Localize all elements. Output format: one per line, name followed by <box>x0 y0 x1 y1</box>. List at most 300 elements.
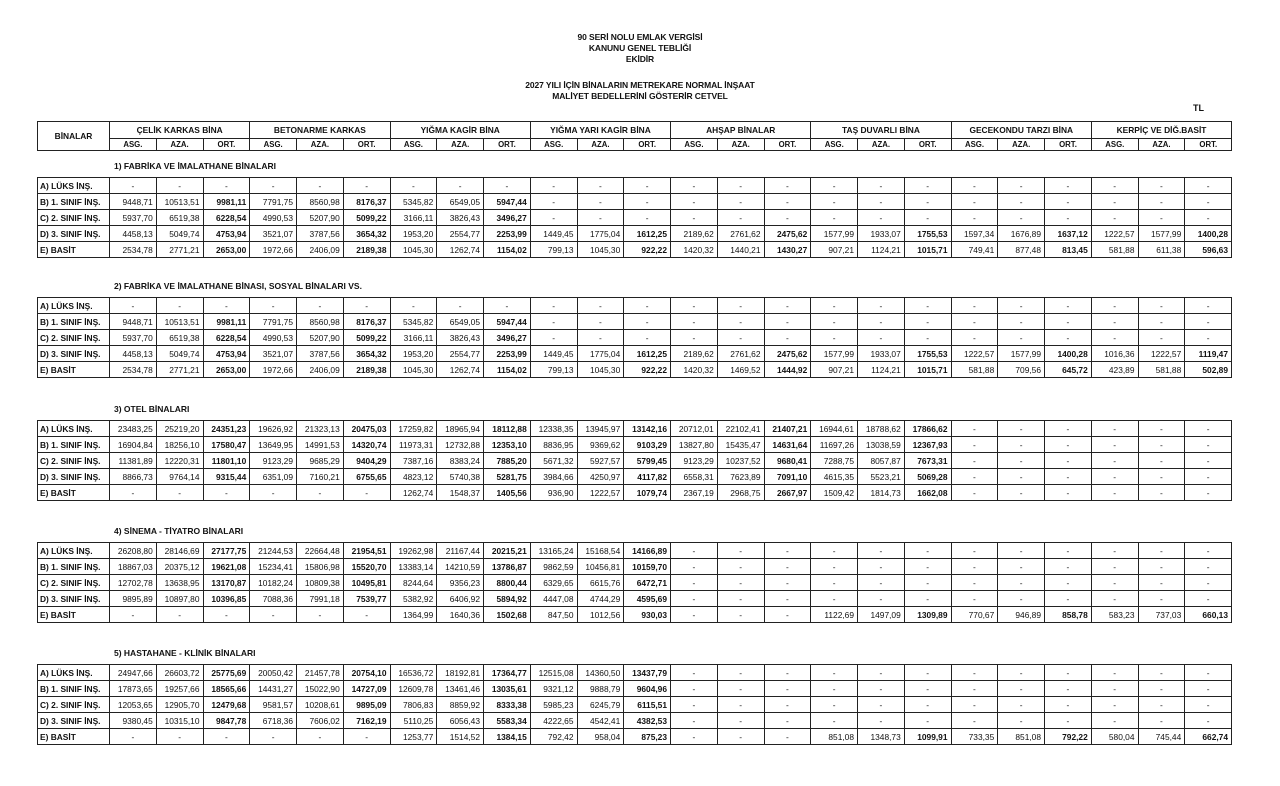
cost-cell: 9448,71 <box>110 314 157 330</box>
cost-cell: - <box>1091 194 1138 210</box>
section-table <box>37 177 1232 258</box>
cost-cell: 9604,96 <box>624 681 671 697</box>
cost-cell: 7539,77 <box>343 591 390 607</box>
cost-cell: 9862,59 <box>530 559 577 575</box>
cost-cell: - <box>1045 298 1092 314</box>
cost-cell: 4990,53 <box>250 210 297 226</box>
cost-cell: 1045,30 <box>390 362 437 378</box>
cost-cell: - <box>1045 665 1092 681</box>
cost-cell: 946,89 <box>998 607 1045 623</box>
sub-column-header: ASG. <box>671 138 718 150</box>
cost-cell: - <box>904 210 951 226</box>
cost-cell: 1124,21 <box>858 362 905 378</box>
cost-cell: 21167,44 <box>437 543 484 559</box>
cost-cell: 12220,31 <box>156 453 203 469</box>
cost-cell: - <box>390 178 437 194</box>
cost-cell: - <box>1045 178 1092 194</box>
cost-cell: 16944,61 <box>811 421 858 437</box>
cost-cell: - <box>811 194 858 210</box>
cost-cell: - <box>110 485 157 501</box>
row-label: C) 2. SINIF İNŞ. <box>38 453 110 469</box>
sub-column-header: ASG. <box>951 138 998 150</box>
cost-cell: - <box>998 681 1045 697</box>
row-label: E) BASİT <box>38 607 110 623</box>
cost-cell: 799,13 <box>530 362 577 378</box>
cost-cell: 9981,11 <box>203 194 250 210</box>
cost-cell: 10513,51 <box>156 194 203 210</box>
cost-cell: 13383,14 <box>390 559 437 575</box>
cost-cell: 1502,68 <box>484 607 531 623</box>
cost-cell: 1430,27 <box>764 242 811 258</box>
table-row <box>38 453 1232 469</box>
cost-cell: 16536,72 <box>390 665 437 681</box>
section-table <box>37 542 1232 623</box>
cost-cell: - <box>858 591 905 607</box>
cost-cell: - <box>203 178 250 194</box>
cost-cell: 6519,38 <box>156 210 203 226</box>
cost-cell: - <box>1045 210 1092 226</box>
cost-cell: - <box>998 298 1045 314</box>
table-row <box>38 437 1232 453</box>
table-row <box>38 543 1232 559</box>
cost-cell: - <box>1091 178 1138 194</box>
cost-cell: - <box>998 665 1045 681</box>
row-label: E) BASİT <box>38 362 110 378</box>
cost-cell: - <box>717 543 764 559</box>
row-label: D) 3. SINIF İNŞ. <box>38 713 110 729</box>
cost-cell: 15168,54 <box>577 543 624 559</box>
cost-cell: 1364,99 <box>390 607 437 623</box>
cost-cell: - <box>764 607 811 623</box>
cost-cell: 611,38 <box>1138 242 1185 258</box>
cost-cell: 18965,94 <box>437 421 484 437</box>
cost-cell: - <box>998 194 1045 210</box>
cost-cell: 2554,77 <box>437 346 484 362</box>
cost-cell: 10182,24 <box>250 575 297 591</box>
sub-column-header: ORT. <box>343 138 390 150</box>
cost-cell: - <box>671 543 718 559</box>
sub-column-header: ASG. <box>811 138 858 150</box>
cost-cell: - <box>951 210 998 226</box>
cost-cell: 1405,56 <box>484 485 531 501</box>
cost-cell: - <box>717 665 764 681</box>
cost-cell: 581,88 <box>1091 242 1138 258</box>
cost-cell: 1514,52 <box>437 729 484 745</box>
cost-cell: - <box>671 210 718 226</box>
cost-cell: - <box>1045 485 1092 501</box>
cost-cell: 4615,35 <box>811 469 858 485</box>
cost-cell: 2475,62 <box>764 346 811 362</box>
cost-cell: - <box>1091 210 1138 226</box>
cost-cell: 8859,92 <box>437 697 484 713</box>
cost-cell: 9369,62 <box>577 437 624 453</box>
cost-cell: - <box>904 591 951 607</box>
cost-cell: 6228,54 <box>203 330 250 346</box>
row-label: A) LÜKS İNŞ. <box>38 421 110 437</box>
cost-cell: 12609,78 <box>390 681 437 697</box>
column-group-header: AHŞAP BİNALAR <box>671 122 811 139</box>
cost-cell: - <box>1138 575 1185 591</box>
cost-cell: - <box>343 298 390 314</box>
cost-cell: - <box>1045 314 1092 330</box>
cost-cell: 1612,25 <box>624 226 671 242</box>
row-label: B) 1. SINIF İNŞ. <box>38 194 110 210</box>
cost-cell: 7162,19 <box>343 713 390 729</box>
cost-cell: 5985,23 <box>530 697 577 713</box>
cost-cell: 1577,99 <box>998 346 1045 362</box>
section-table <box>37 664 1232 745</box>
cost-cell: - <box>764 575 811 591</box>
cost-cell: 5671,32 <box>530 453 577 469</box>
table-row <box>38 713 1232 729</box>
cost-cell: - <box>951 194 998 210</box>
cost-cell: 2189,62 <box>671 346 718 362</box>
row-label: C) 2. SINIF İNŞ. <box>38 330 110 346</box>
cost-cell: 22102,41 <box>717 421 764 437</box>
sub-column-header: AZA. <box>577 138 624 150</box>
cost-cell: - <box>1185 665 1232 681</box>
cost-cell: 12702,78 <box>110 575 157 591</box>
cost-cell: - <box>671 314 718 330</box>
sub-column-header: AZA. <box>297 138 344 150</box>
cost-cell: - <box>858 330 905 346</box>
cost-cell: - <box>764 178 811 194</box>
cost-cell: 1509,42 <box>811 485 858 501</box>
cost-cell: - <box>998 453 1045 469</box>
cost-cell: 20712,01 <box>671 421 718 437</box>
cost-cell: 3521,07 <box>250 346 297 362</box>
cost-cell: 6718,36 <box>250 713 297 729</box>
title-line-4: 2027 YILI İÇİN BİNALARIN METREKARE NORMAL İNŞAAT <box>525 80 755 90</box>
cost-cell: - <box>1138 591 1185 607</box>
cost-cell: - <box>250 729 297 745</box>
cost-cell: 17866,62 <box>904 421 951 437</box>
cost-cell: 9321,12 <box>530 681 577 697</box>
cost-cell: - <box>577 298 624 314</box>
table-row <box>38 178 1232 194</box>
cost-cell: 5345,82 <box>390 194 437 210</box>
cost-cell: - <box>811 591 858 607</box>
cost-cell: 7673,31 <box>904 453 951 469</box>
table-row <box>38 314 1232 330</box>
cost-cell: - <box>951 178 998 194</box>
cost-cell: 4744,29 <box>577 591 624 607</box>
section-table <box>37 420 1232 501</box>
cost-cell: 5069,28 <box>904 469 951 485</box>
cost-cell: - <box>998 421 1045 437</box>
row-label: C) 2. SINIF İNŞ. <box>38 210 110 226</box>
cost-cell: 5345,82 <box>390 314 437 330</box>
cost-cell: - <box>1045 591 1092 607</box>
cost-cell: - <box>671 591 718 607</box>
sub-column-header: ORT. <box>1185 138 1232 150</box>
cost-cell: - <box>811 314 858 330</box>
cost-cell: - <box>1138 194 1185 210</box>
cost-cell: 3826,43 <box>437 330 484 346</box>
cost-cell: 26208,80 <box>110 543 157 559</box>
cost-cell: - <box>951 575 998 591</box>
cost-cell: - <box>203 298 250 314</box>
cost-cell: 4382,53 <box>624 713 671 729</box>
cost-cell: - <box>858 713 905 729</box>
cost-cell: 581,88 <box>1138 362 1185 378</box>
row-label: B) 1. SINIF İNŞ. <box>38 559 110 575</box>
sub-column-header: AZA. <box>156 138 203 150</box>
cost-cell: - <box>530 314 577 330</box>
cost-cell: 1548,37 <box>437 485 484 501</box>
cost-cell: - <box>858 543 905 559</box>
cost-cell: - <box>343 178 390 194</box>
cost-cell: - <box>858 665 905 681</box>
cost-cell: 2367,19 <box>671 485 718 501</box>
cost-cell: - <box>1185 697 1232 713</box>
cost-cell: - <box>951 330 998 346</box>
cost-cell: 8176,37 <box>343 194 390 210</box>
currency-label: TL <box>1193 103 1204 113</box>
cost-cell: 12479,68 <box>203 697 250 713</box>
table-row <box>38 607 1232 623</box>
cost-cell: 5382,92 <box>390 591 437 607</box>
column-group-header: GECEKONDU TARZI BİNA <box>951 122 1091 139</box>
cost-cell: - <box>717 298 764 314</box>
cost-cell: 3826,43 <box>437 210 484 226</box>
cost-cell: - <box>858 697 905 713</box>
cost-cell: - <box>577 330 624 346</box>
cost-cell: - <box>1091 591 1138 607</box>
cost-cell: - <box>624 298 671 314</box>
cost-cell: 583,23 <box>1091 607 1138 623</box>
cost-cell: 13142,16 <box>624 421 671 437</box>
table-row <box>38 298 1232 314</box>
cost-cell: - <box>951 485 998 501</box>
cost-cell: 10315,10 <box>156 713 203 729</box>
cost-cell: 3654,32 <box>343 346 390 362</box>
cost-cell: 5937,70 <box>110 330 157 346</box>
cost-cell: 13786,87 <box>484 559 531 575</box>
cost-cell: - <box>1185 591 1232 607</box>
cost-cell: - <box>811 178 858 194</box>
cost-cell: - <box>764 729 811 745</box>
table-row <box>38 591 1232 607</box>
cost-cell: 1348,73 <box>858 729 905 745</box>
cost-cell: 2475,62 <box>764 226 811 242</box>
cost-cell: 1637,12 <box>1045 226 1092 242</box>
cost-cell: - <box>1138 453 1185 469</box>
cost-cell: 792,42 <box>530 729 577 745</box>
cost-cell: 1497,09 <box>858 607 905 623</box>
row-label: B) 1. SINIF İNŞ. <box>38 681 110 697</box>
cost-cell: 4990,53 <box>250 330 297 346</box>
cost-cell: 1400,28 <box>1185 226 1232 242</box>
cost-cell: 10237,52 <box>717 453 764 469</box>
cost-cell: 5799,45 <box>624 453 671 469</box>
cost-cell: - <box>1138 665 1185 681</box>
cost-cell: 1577,99 <box>1138 226 1185 242</box>
cost-cell: 709,56 <box>998 362 1045 378</box>
cost-cell: - <box>1091 665 1138 681</box>
cost-cell: 5937,70 <box>110 210 157 226</box>
cost-cell: - <box>1185 314 1232 330</box>
cost-cell: 2253,99 <box>484 226 531 242</box>
cost-cell: - <box>951 314 998 330</box>
cost-cell: - <box>1045 575 1092 591</box>
cost-cell: 851,08 <box>998 729 1045 745</box>
cost-cell: - <box>671 298 718 314</box>
cost-cell: 4222,65 <box>530 713 577 729</box>
cost-cell: 813,45 <box>1045 242 1092 258</box>
cost-cell: 7091,10 <box>764 469 811 485</box>
cost-cell: - <box>1091 681 1138 697</box>
cost-cell: 1953,20 <box>390 346 437 362</box>
cost-cell: - <box>717 575 764 591</box>
cost-cell: - <box>530 210 577 226</box>
cost-cell: - <box>764 697 811 713</box>
cost-cell: 4595,69 <box>624 591 671 607</box>
cost-cell: - <box>156 729 203 745</box>
cost-cell: 858,78 <box>1045 607 1092 623</box>
cost-cell: 6558,31 <box>671 469 718 485</box>
cost-cell: 1222,57 <box>1091 226 1138 242</box>
cost-cell: 1015,71 <box>904 362 951 378</box>
cost-cell: - <box>951 713 998 729</box>
cost-cell: 1440,21 <box>717 242 764 258</box>
cost-cell: 1676,89 <box>998 226 1045 242</box>
cost-cell: 5740,38 <box>437 469 484 485</box>
cost-cell: - <box>764 713 811 729</box>
cost-cell: 17873,65 <box>110 681 157 697</box>
title-line-5: MALİYET BEDELLERİNİ GÖSTERİR CETVEL <box>552 91 728 101</box>
cost-cell: - <box>624 210 671 226</box>
cost-cell: - <box>1091 437 1138 453</box>
cost-cell: - <box>858 298 905 314</box>
section-title: 5) HASTAHANE - KLİNİK BİNALARI <box>114 648 256 658</box>
cost-cell: 1577,99 <box>811 226 858 242</box>
cost-cell: - <box>1091 330 1138 346</box>
sub-column-header: ORT. <box>624 138 671 150</box>
cost-cell: 1775,04 <box>577 346 624 362</box>
cost-cell: 10159,70 <box>624 559 671 575</box>
cost-cell: - <box>998 485 1045 501</box>
cost-cell: - <box>1091 314 1138 330</box>
sub-column-header: ASG. <box>250 138 297 150</box>
cost-cell: - <box>717 591 764 607</box>
cost-cell: - <box>1045 543 1092 559</box>
column-group-header: YIĞMA YARI KAGİR BİNA <box>530 122 670 139</box>
cost-cell: - <box>671 559 718 575</box>
section-title: 1) FABRİKA VE İMALATHANE BİNALARI <box>114 161 276 171</box>
cost-cell: - <box>1185 210 1232 226</box>
cost-cell: - <box>998 543 1045 559</box>
cost-cell: 2554,77 <box>437 226 484 242</box>
cost-cell: 19621,08 <box>203 559 250 575</box>
cost-cell: 9895,89 <box>110 591 157 607</box>
cost-cell: - <box>156 298 203 314</box>
cost-cell: 14320,74 <box>343 437 390 453</box>
cost-cell: 580,04 <box>1091 729 1138 745</box>
row-label: D) 3. SINIF İNŞ. <box>38 469 110 485</box>
column-group-header: YIĞMA KAGİR BİNA <box>390 122 530 139</box>
cost-cell: - <box>811 681 858 697</box>
table-row <box>38 729 1232 745</box>
cost-cell: 1640,36 <box>437 607 484 623</box>
cost-cell: 1154,02 <box>484 362 531 378</box>
cost-cell: - <box>951 697 998 713</box>
cost-cell: 4250,97 <box>577 469 624 485</box>
cost-cell: 10897,80 <box>156 591 203 607</box>
cost-cell: - <box>998 178 1045 194</box>
cost-cell: - <box>717 194 764 210</box>
cost-cell: 17580,47 <box>203 437 250 453</box>
row-label: A) LÜKS İNŞ. <box>38 665 110 681</box>
cost-cell: 1972,66 <box>250 362 297 378</box>
cost-cell: 1449,45 <box>530 226 577 242</box>
cost-cell: 5207,90 <box>297 330 344 346</box>
cost-cell: 8383,24 <box>437 453 484 469</box>
cost-cell: 749,41 <box>951 242 998 258</box>
cost-cell: - <box>951 591 998 607</box>
cost-cell: - <box>1091 559 1138 575</box>
cost-cell: 3496,27 <box>484 210 531 226</box>
cost-cell: - <box>530 330 577 346</box>
cost-cell: 20475,03 <box>343 421 390 437</box>
cost-cell: 581,88 <box>951 362 998 378</box>
cost-cell: 2406,09 <box>297 362 344 378</box>
cost-cell: - <box>998 437 1045 453</box>
row-label: D) 3. SINIF İNŞ. <box>38 346 110 362</box>
sub-column-header: ASG. <box>390 138 437 150</box>
cost-cell: 14631,64 <box>764 437 811 453</box>
cost-cell: 8800,44 <box>484 575 531 591</box>
title-line-2: KANUNU GENEL TEBLİĞİ <box>588 43 692 53</box>
cost-cell: 12905,70 <box>156 697 203 713</box>
cost-cell: - <box>904 681 951 697</box>
cost-cell: 3166,11 <box>390 330 437 346</box>
cost-cell: - <box>484 298 531 314</box>
cost-cell: 17364,77 <box>484 665 531 681</box>
cost-cell: - <box>156 178 203 194</box>
cost-cell: - <box>811 559 858 575</box>
cost-cell: 2771,21 <box>156 242 203 258</box>
cost-cell: 770,67 <box>951 607 998 623</box>
cost-cell: 1016,36 <box>1091 346 1138 362</box>
cost-cell: 1612,25 <box>624 346 671 362</box>
cost-cell: 4753,94 <box>203 346 250 362</box>
cost-cell: - <box>671 713 718 729</box>
cost-cell: 8333,38 <box>484 697 531 713</box>
cost-cell: - <box>624 330 671 346</box>
cost-cell: - <box>717 729 764 745</box>
cost-cell: 2189,38 <box>343 242 390 258</box>
cost-cell: - <box>1091 543 1138 559</box>
cost-cell: - <box>1091 575 1138 591</box>
cost-cell: - <box>811 575 858 591</box>
cost-cell: - <box>764 591 811 607</box>
cost-cell: 1079,74 <box>624 485 671 501</box>
sub-column-header: AZA. <box>858 138 905 150</box>
cost-cell: - <box>811 713 858 729</box>
cost-cell: 12338,35 <box>530 421 577 437</box>
cost-cell: 5049,74 <box>156 346 203 362</box>
cost-cell: - <box>1185 543 1232 559</box>
row-label: A) LÜKS İNŞ. <box>38 178 110 194</box>
cost-cell: - <box>1091 697 1138 713</box>
cost-cell: 10513,51 <box>156 314 203 330</box>
cost-cell: 792,22 <box>1045 729 1092 745</box>
cost-cell: 19262,98 <box>390 543 437 559</box>
cost-cell: 9380,45 <box>110 713 157 729</box>
cost-cell: 7088,36 <box>250 591 297 607</box>
cost-cell: 12515,08 <box>530 665 577 681</box>
